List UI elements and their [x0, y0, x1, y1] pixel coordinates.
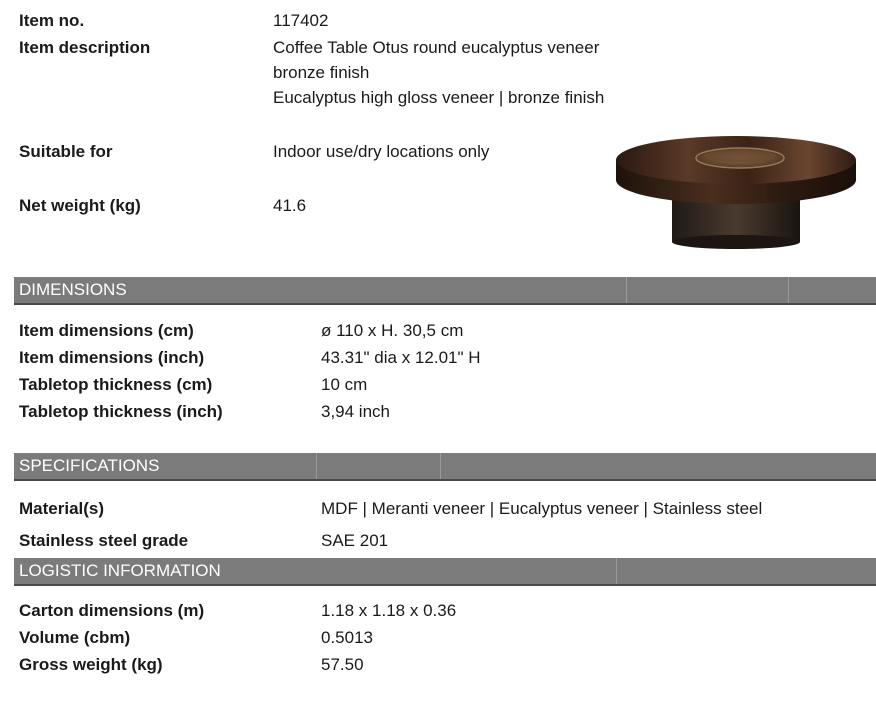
gross-weight-label: Gross weight (kg) [19, 655, 163, 674]
specifications-header-text: SPECIFICATIONS [19, 456, 160, 475]
gross-weight-value: 57.50 [321, 655, 364, 674]
item-no-label: Item no. [19, 11, 85, 30]
item-dimensions-inch-label: Item dimensions (inch) [19, 348, 205, 367]
dimensions-section-header [14, 277, 876, 305]
item-description-label: Item description [19, 38, 151, 57]
item-dimensions-cm-value: ø 110 x H. 30,5 cm [321, 321, 464, 340]
logistic-header-text: LOGISTIC INFORMATION [19, 561, 221, 580]
materials-label: Material(s) [19, 499, 105, 518]
specifications-section-header [14, 453, 876, 481]
item-description-line-3: Eucalyptus high gloss veneer | bronze finish [273, 88, 605, 107]
suitable-for-label: Suitable for [19, 142, 113, 161]
suitable-for-value: Indoor use/dry locations only [273, 142, 490, 161]
net-weight-value: 41.6 [273, 196, 307, 215]
item-no-value: 117402 [273, 11, 329, 30]
carton-dimensions-value: 1.18 x 1.18 x 0.36 [321, 601, 457, 620]
materials-value: MDF | Meranti veneer | Eucalyptus veneer | Stainless steel [321, 499, 763, 518]
table-base-bottom [672, 235, 800, 249]
tabletop-thickness-inch-label: Tabletop thickness (inch) [19, 402, 223, 421]
product-image [612, 128, 860, 250]
logistic-section-header [14, 558, 876, 586]
dimensions-header-text: DIMENSIONS [19, 280, 127, 299]
tabletop-thickness-inch-value: 3,94 inch [321, 402, 390, 421]
volume-value: 0.5013 [321, 628, 373, 647]
item-description-line-2: bronze finish [273, 63, 370, 82]
stainless-steel-grade-value: SAE 201 [321, 531, 389, 550]
tabletop-thickness-cm-value: 10 cm [321, 375, 368, 394]
tabletop-thickness-cm-label: Tabletop thickness (cm) [19, 375, 213, 394]
item-dimensions-cm-label: Item dimensions (cm) [19, 321, 194, 340]
stainless-steel-grade-label: Stainless steel grade [19, 531, 189, 550]
net-weight-label: Net weight (kg) [19, 196, 141, 215]
item-dimensions-inch-value: 43.31" dia x 12.01" H [321, 348, 481, 367]
item-description-line-1: Coffee Table Otus round eucalyptus veneer [273, 38, 600, 57]
carton-dimensions-label: Carton dimensions (m) [19, 601, 205, 620]
volume-label: Volume (cbm) [19, 628, 131, 647]
